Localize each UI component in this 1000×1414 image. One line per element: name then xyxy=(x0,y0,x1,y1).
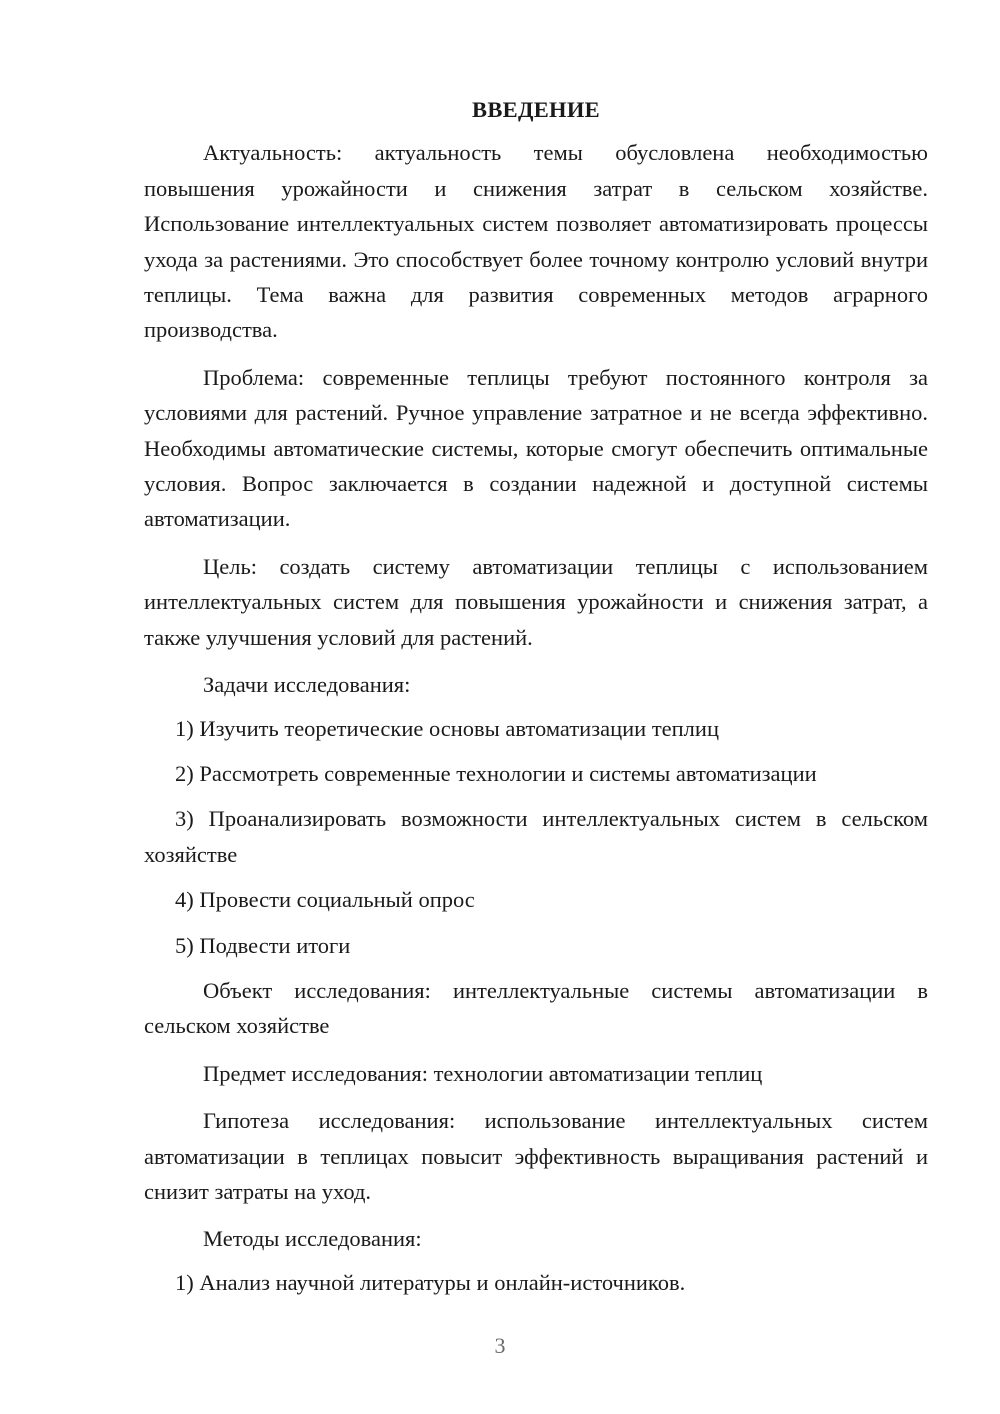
hypothesis-paragraph: Гипотеза исследования: использование интеллектуальных систем автоматизации в теплицах повысит эффективность выращивания растений и снизит затраты на уход. xyxy=(144,1108,928,1204)
task-item: 1) Изучить теоретические основы автоматизации теплиц xyxy=(175,715,719,741)
task-item: 2) Рассмотреть современные технологии и системы автоматизации xyxy=(175,760,817,786)
subject-paragraph: Предмет исследования: технологии автоматизации теплиц xyxy=(203,1060,763,1086)
goal-paragraph: Цель: создать систему автоматизации теплицы с использованием интеллектуальных систем для повышения урожайности и снижения затрат, а также улучшения условий для растений. xyxy=(144,553,928,650)
problem-paragraph: Проблема: современные теплицы требуют постоянного контроля за условиями для растений. Ручное управление затратное и не всегда эффективно. Необходимы автоматические системы, которые смогут обеспечить оптимальные условия. Вопрос заключается в создании надежной и доступной системы автоматизации. xyxy=(144,364,928,532)
relevance-paragraph: Актуальность: актуальность темы обусловлена необходимостью повышения урожайности и снижения затрат в сельском хозяйстве. Использование интеллектуальных систем позволяет автоматизировать процессы ухода за растениями. Это способствует более точному контролю условий внутри теплицы. Тема важна для развития современных методов аграрного производства. xyxy=(144,140,928,343)
methods-heading: Методы исследования: xyxy=(203,1226,422,1252)
method-item: 1) Анализ научной литературы и онлайн-источников. xyxy=(175,1269,686,1295)
task-item: 5) Подвести итоги xyxy=(175,932,351,958)
tasks-heading: Задачи исследования: xyxy=(203,672,411,698)
page-number: 3 xyxy=(494,1333,506,1358)
task-item: 3) Проанализировать возможности интеллектуальных систем в сельском хозяйстве xyxy=(144,806,928,867)
object-paragraph: Объект исследования: интеллектуальные системы автоматизации в сельском хозяйстве xyxy=(144,977,928,1039)
page-title: ВВЕДЕНИЕ xyxy=(472,97,600,122)
task-item: 4) Провести социальный опрос xyxy=(175,887,475,913)
document-page xyxy=(144,92,928,1310)
